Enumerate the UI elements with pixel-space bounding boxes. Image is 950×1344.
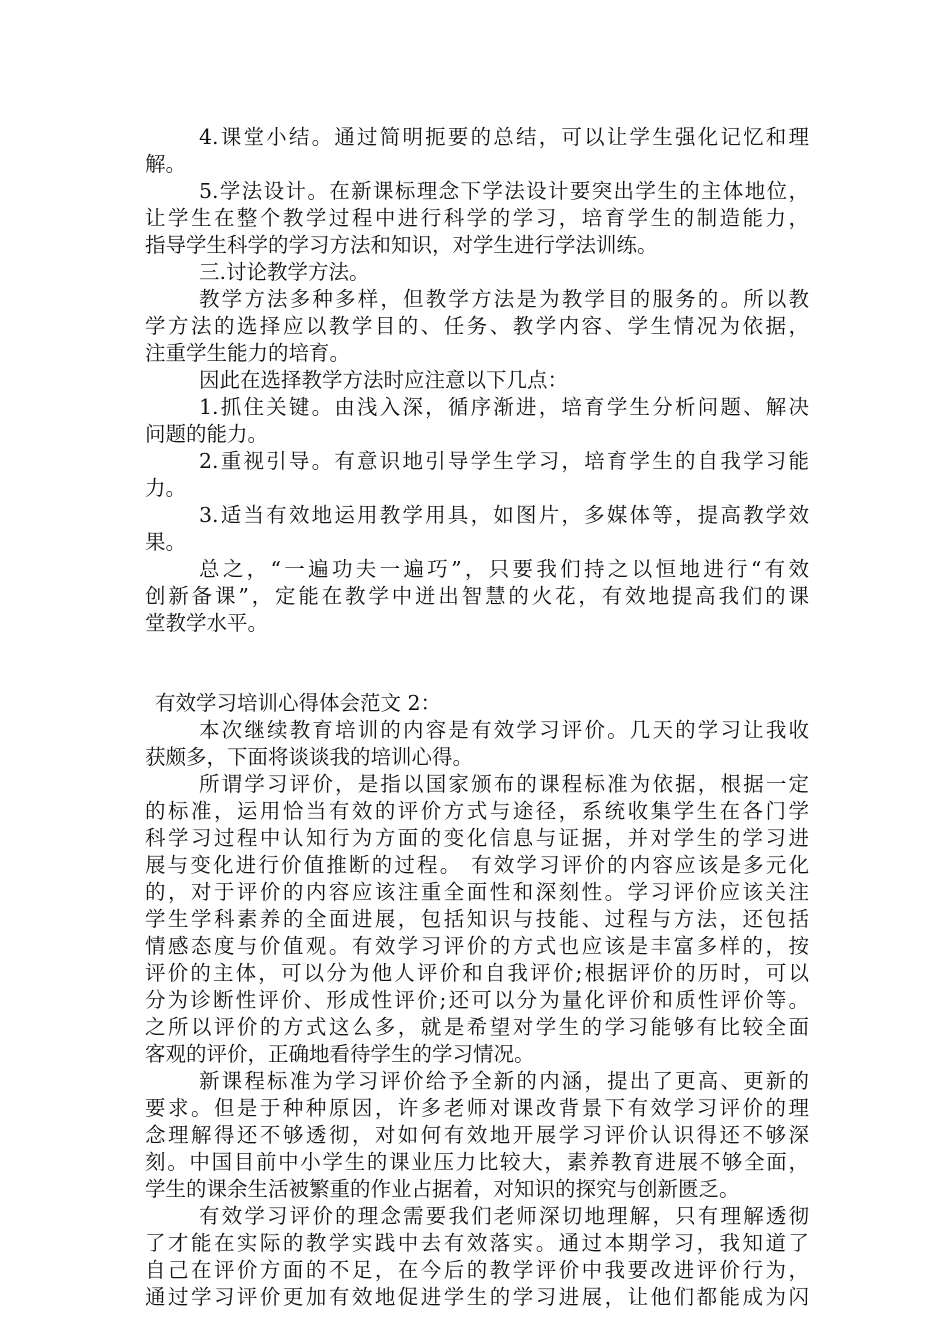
paragraph-line: 念理解得还不够透彻，对如何有效地开展学习评价认识得还不够深: [145, 1123, 809, 1147]
paragraph-line: 指导学生科学的学习方法和知识，对学生进行学法训练。: [145, 233, 658, 257]
paragraph-line: 创新备课”，定能在教学中迸出智慧的火花，有效地提高我们的课: [145, 584, 809, 608]
paragraph-line: 学方法的选择应以教学目的、任务、教学内容、学生情况为依据，: [145, 314, 809, 338]
paragraph-line: 1.抓住关键。由浅入深，循序渐进，培育学生分析问题、解决: [199, 395, 809, 419]
paragraph-line: 之所以评价的方式这么多，就是希望对学生的学习能够有比较全面: [145, 1015, 809, 1039]
paragraph-line: 客观的评价，正确地看待学生的学习情况。: [145, 1042, 535, 1066]
paragraph-line: 情感态度与价值观。有效学习评价的方式也应该是丰富多样的，按: [145, 934, 809, 958]
paragraph-line: 有效学习评价的理念需要我们老师深切地理解，只有理解透彻: [199, 1204, 809, 1228]
paragraph-line: 获颇多，下面将谈谈我的培训心得。: [145, 745, 473, 769]
paragraph-line: 所谓学习评价，是指以国家颁布的课程标准为依据，根据一定: [199, 772, 809, 796]
paragraph-line: 展与变化进行价值推断的过程。 有效学习评价的内容应该是多元化: [145, 853, 809, 877]
paragraph-line: 问题的能力。: [145, 422, 268, 446]
paragraph-line: 评价的主体，可以分为他人评价和自我评价;根据评价的历时，可以: [145, 961, 809, 985]
paragraph-line: 学生的课余生活被繁重的作业占据着，对知识的探究与创新匮乏。: [145, 1177, 740, 1201]
paragraph-line: 学生学科素养的全面进展，包括知识与技能、过程与方法，还包括: [145, 907, 809, 931]
paragraph-line: 2.重视引导。有意识地引导学生学习，培育学生的自我学习能: [199, 449, 809, 473]
article-title: 有效学习培训心得体会范文 2：: [155, 691, 442, 715]
paragraph-line: 了才能在实际的教学实践中去有效落实。通过本期学习，我知道了: [145, 1231, 809, 1255]
paragraph-line: 4.课堂小结。通过简明扼要的总结，可以让学生强化记忆和理: [199, 125, 809, 149]
paragraph-line: 科学习过程中认知行为方面的变化信息与证据，并对学生的学习进: [145, 826, 809, 850]
paragraph-line: 自己在评价方面的不足，在今后的教学评价中我要改进评价行为，: [145, 1258, 809, 1282]
section-heading: 三.讨论教学方法。: [199, 260, 370, 284]
paragraph-line: 新课程标准为学习评价给予全新的内涵，提出了更高、更新的: [199, 1069, 809, 1093]
paragraph-line: 让学生在整个教学过程中进行科学的学习，培育学生的制造能力，: [145, 206, 809, 230]
paragraph-line: 堂教学水平。: [145, 611, 268, 635]
paragraph-line: 通过学习评价更加有效地促进学生的学习进展，让他们都能成为闪: [145, 1285, 809, 1309]
paragraph-line: 果。: [145, 530, 186, 554]
paragraph-line: 分为诊断性评价、形成性评价;还可以分为量化评价和质性评价等。: [145, 988, 809, 1012]
paragraph-line: 因此在选择教学方法时应注意以下几点：: [199, 368, 568, 392]
paragraph-line: 本次继续教育培训的内容是有效学习评价。几天的学习让我收: [199, 718, 809, 742]
paragraph-line: 教学方法多种多样，但教学方法是为教学目的服务的。所以教: [199, 287, 809, 311]
paragraph-line: 的，对于评价的内容应该注重全面性和深刻性。学习评价应该关注: [145, 880, 809, 904]
paragraph-line: 5.学法设计。在新课标理念下学法设计要突出学生的主体地位，: [199, 179, 809, 203]
paragraph-line: 注重学生能力的培育。: [145, 341, 350, 365]
paragraph-line: 解。: [145, 152, 186, 176]
paragraph-line: 的标准，运用恰当有效的评价方式与途径，系统收集学生在各门学: [145, 799, 809, 823]
paragraph-line: 要求。但是于种种原因，许多老师对课改背景下有效学习评价的理: [145, 1096, 809, 1120]
paragraph-line: 刻。中国目前中小学生的课业压力比较大，素养教育进展不够全面，: [145, 1150, 809, 1174]
paragraph-line: 力。: [145, 476, 186, 500]
paragraph-line: 总之，“一遍功夫一遍巧”，只要我们持之以恒地进行“有效: [199, 557, 809, 581]
paragraph-line: 3.适当有效地运用教学用具，如图片，多媒体等，提高教学效: [199, 503, 809, 527]
